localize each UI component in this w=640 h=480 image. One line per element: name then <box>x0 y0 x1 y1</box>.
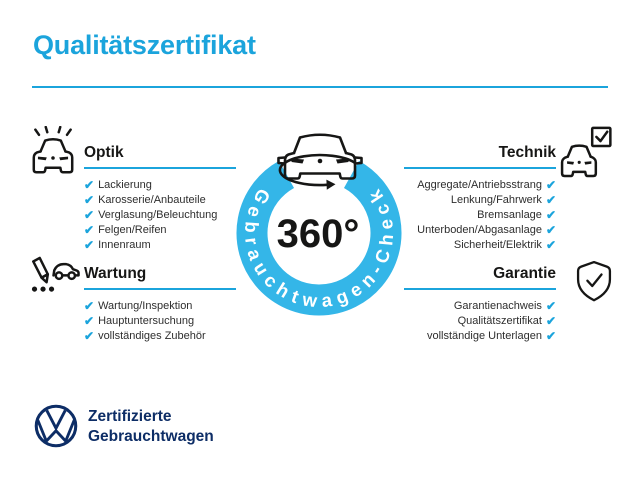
checklist-item-label: Wartung/Inspektion <box>98 299 193 312</box>
check-icon: ✔ <box>84 207 95 222</box>
checklist-optik <box>84 177 217 252</box>
checklist-item <box>84 313 206 328</box>
check-icon: ✔ <box>545 177 556 192</box>
check-icon: ✔ <box>84 298 95 313</box>
check-icon: ✔ <box>545 192 556 207</box>
check-icon: ✔ <box>84 237 95 252</box>
checklist-item <box>84 207 217 222</box>
check-icon: ✔ <box>84 313 95 328</box>
footer-brand-line2: Gebrauchtwagen <box>88 428 214 445</box>
checklist-item-label: Garantienachweis <box>453 299 542 312</box>
checklist-item-label: Karosserie/Anbauteile <box>98 193 206 206</box>
checklist-item-label: vollständige Unterlagen <box>426 329 542 342</box>
checklist-item <box>84 192 217 207</box>
checklist-item <box>386 328 556 343</box>
shield-check-icon <box>571 259 617 305</box>
checklist-item-label: Bremsanlage <box>477 208 542 221</box>
check-icon: ✔ <box>545 207 556 222</box>
car-checkbox-icon <box>560 126 614 180</box>
footer-brand-text <box>88 407 214 447</box>
checklist-item <box>84 177 217 192</box>
vw-logo <box>33 403 79 449</box>
checklist-item-label: Qualitätszertifikat <box>457 314 542 327</box>
checklist-item <box>84 298 206 313</box>
checklist-item <box>84 222 217 237</box>
checklist-item <box>84 237 217 252</box>
check-icon: ✔ <box>545 222 556 237</box>
checklist-item-label: Unterboden/Abgasanlage <box>417 223 542 236</box>
checklist-wartung <box>84 298 206 343</box>
checklist-item-label: Verglasung/Beleuchtung <box>98 208 218 221</box>
section-title-optik: Optik <box>84 144 236 169</box>
check-icon: ✔ <box>84 192 95 207</box>
checklist-item-label: Innenraum <box>98 238 151 251</box>
check-icon: ✔ <box>84 222 95 237</box>
checklist-item-label: Lenkung/Fahrwerk <box>450 193 542 206</box>
check-icon: ✔ <box>545 313 556 328</box>
check-icon: ✔ <box>84 328 95 343</box>
check-icon: ✔ <box>545 237 556 252</box>
section-title-technik: Technik <box>404 144 556 169</box>
checklist-item <box>84 328 206 343</box>
badge-ring-label: Gebrauchtwagen-Check <box>240 185 398 312</box>
checklist-item-label: Lackierung <box>98 178 152 191</box>
badge-center-label: 360° <box>276 212 360 256</box>
checklist-item-label: vollständiges Zubehör <box>98 329 206 342</box>
section-title-garantie: Garantie <box>404 265 556 290</box>
section-title-wartung: Wartung <box>84 265 236 290</box>
checklist-item-label: Sicherheit/Elektrik <box>453 238 542 251</box>
car-shine-icon <box>26 126 80 180</box>
page-title: Qualitätszertifikat <box>33 30 256 60</box>
checklist-item-label: Aggregate/Antriebsstrang <box>417 178 542 191</box>
service-checklist-icon <box>26 254 80 308</box>
checklist-item-label: Felgen/Reifen <box>98 223 167 236</box>
check-icon: ✔ <box>545 328 556 343</box>
check-icon: ✔ <box>84 177 95 192</box>
footer-brand-line1: Zertifizierte <box>88 408 172 425</box>
title-divider <box>32 86 608 88</box>
check-icon: ✔ <box>545 298 556 313</box>
checklist-item-label: Hauptuntersuchung <box>98 314 195 327</box>
badge-360-check <box>225 122 415 318</box>
